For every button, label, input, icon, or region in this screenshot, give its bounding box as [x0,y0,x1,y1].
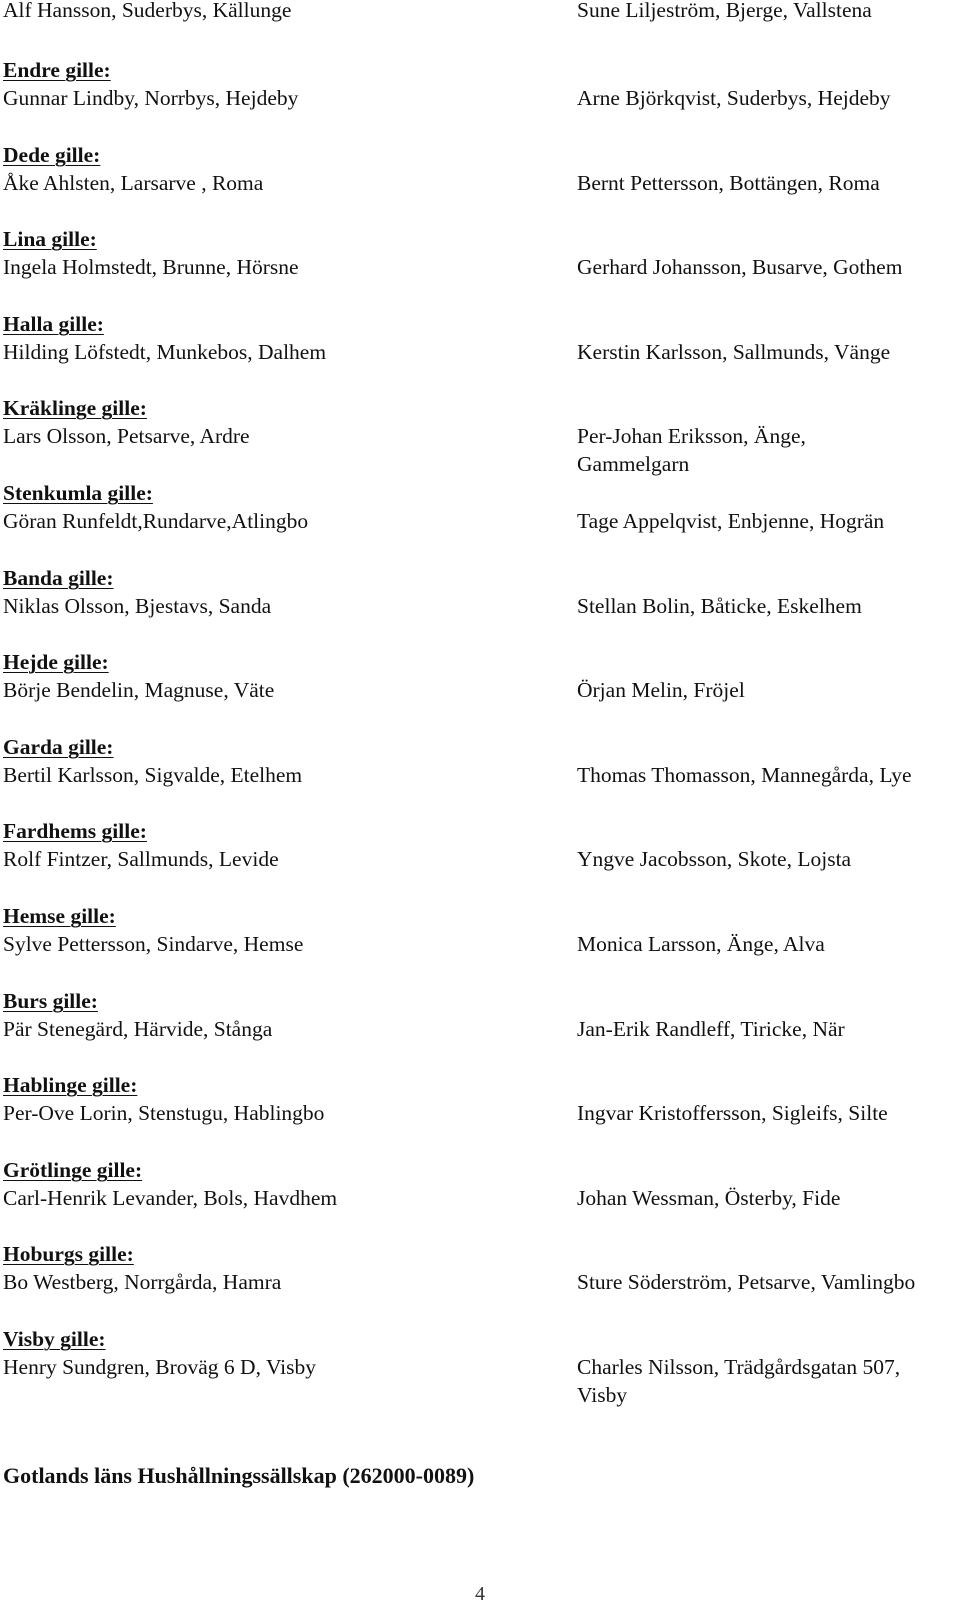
section-title: Gotlands läns Hushållningssällskap (262000-0089) [3,1463,475,1488]
member-name: Johan Wessman, Österby, Fide [577,1186,841,1210]
member-name: Ingela Holmstedt, Brunne, Hörsne [3,255,299,279]
member-name: Gammelgarn [577,452,690,476]
gille-heading: Hemse gille: [3,904,116,928]
right-entry [577,1099,888,1127]
member-name: Rolf Fintzer, Sallmunds, Levide [3,847,279,871]
right-entry [577,1353,900,1409]
left-entry [3,1240,281,1296]
member-name: Pär Stenegärd, Härvide, Stånga [3,1017,273,1041]
left-entry [3,310,326,366]
member-name: Örjan Melin, Fröjel [577,678,745,702]
left-entry [3,987,272,1043]
gille-heading: Banda gille: [3,566,114,590]
gille-heading: Visby gille: [3,1327,106,1351]
gille-heading: Grötlinge gille: [3,1158,143,1182]
left-entry [3,817,279,873]
right-entry [577,169,880,197]
right-entry [577,338,890,366]
member-name: Visby [577,1383,628,1407]
right-entry [577,930,825,958]
member-name: Ingvar Kristoffersson, Sigleifs, Silte [577,1101,888,1125]
member-name: Per-Johan Eriksson, Änge, [577,424,806,448]
member-name: Per-Ove Lorin, Stenstugu, Hablingbo [3,1101,325,1125]
member-name: Henry Sundgren, Broväg 6 D, Visby [3,1355,317,1379]
gille-heading: Lina gille: [3,227,97,251]
left-entry [3,564,271,620]
member-name: Thomas Thomasson, Mannegårda, Lye [577,763,912,787]
member-name: Gerhard Johansson, Busarve, Gothem [577,255,903,279]
gille-heading: Kräklinge gille: [3,396,147,420]
gille-heading: Garda gille: [3,735,114,759]
member-name: Sylve Pettersson, Sindarve, Hemse [3,932,304,956]
member-name: Monica Larsson, Änge, Alva [577,932,825,956]
gille-heading: Hablinge gille: [3,1073,138,1097]
left-entry [3,1071,324,1127]
gille-heading: Endre gille: [3,58,111,82]
right-entry [577,761,912,789]
left-entry [3,648,274,704]
left-entry [3,1156,337,1212]
member-name: Alf Hansson, Suderbys, Källunge [3,0,292,22]
member-name: Tage Appelqvist, Enbjenne, Hogrän [577,509,885,533]
gille-heading: Halla gille: [3,312,104,336]
right-entry [577,84,891,112]
member-name: Jan-Erik Randleff, Tiricke, När [577,1017,845,1041]
right-entry [577,845,851,873]
left-entry [3,902,303,958]
left-entry [3,733,302,789]
left-entry [3,0,291,24]
left-entry [3,394,250,450]
right-entry [577,592,862,620]
left-entry [3,225,299,281]
right-entry [577,676,745,704]
member-name: Niklas Olsson, Bjestavs, Sanda [3,594,272,618]
gille-heading: Fardhems gille: [3,819,147,843]
member-name: Göran Runfeldt,Rundarve,Atlingbo [3,509,309,533]
member-name: Börje Bendelin, Magnuse, Väte [3,678,275,702]
gille-heading: Hejde gille: [3,650,109,674]
member-name: Lars Olsson, Petsarve, Ardre [3,424,250,448]
left-entry [3,56,298,112]
right-entry [577,1015,845,1043]
member-name: Åke Ahlsten, Larsarve , Roma [3,171,264,195]
gille-heading: Burs gille: [3,989,98,1013]
member-name: Carl-Henrik Levander, Bols, Havdhem [3,1186,338,1210]
page-number: 4 [475,1583,485,1605]
right-entry [577,1184,840,1212]
member-name: Sune Liljeström, Bjerge, Vallstena [577,0,872,22]
member-name: Bernt Pettersson, Bottängen, Roma [577,171,880,195]
member-name: Charles Nilsson, Trädgårdsgatan 507, [577,1355,901,1379]
member-name: Arne Björkqvist, Suderbys, Hejdeby [577,86,891,110]
member-name: Bertil Karlsson, Sigvalde, Etelhem [3,763,303,787]
right-entry [577,253,902,281]
member-name: Bo Westberg, Norrgårda, Hamra [3,1270,282,1294]
right-entry [577,1268,915,1296]
gille-heading: Hoburgs gille: [3,1242,134,1266]
member-name: Gunnar Lindby, Norrbys, Hejdeby [3,86,299,110]
left-entry [3,141,263,197]
member-name: Sture Söderström, Petsarve, Vamlingbo [577,1270,916,1294]
right-entry [577,0,872,24]
right-entry [577,422,806,478]
member-name: Yngve Jacobsson, Skote, Lojsta [577,847,852,871]
member-name: Hilding Löfstedt, Munkebos, Dalhem [3,340,327,364]
left-entry [3,479,308,535]
left-entry [3,1325,316,1381]
right-entry [577,507,884,535]
gille-heading: Dede gille: [3,143,101,167]
member-name: Kerstin Karlsson, Sallmunds, Vänge [577,340,891,364]
gille-heading: Stenkumla gille: [3,481,153,505]
member-name: Stellan Bolin, Båticke, Eskelhem [577,594,862,618]
